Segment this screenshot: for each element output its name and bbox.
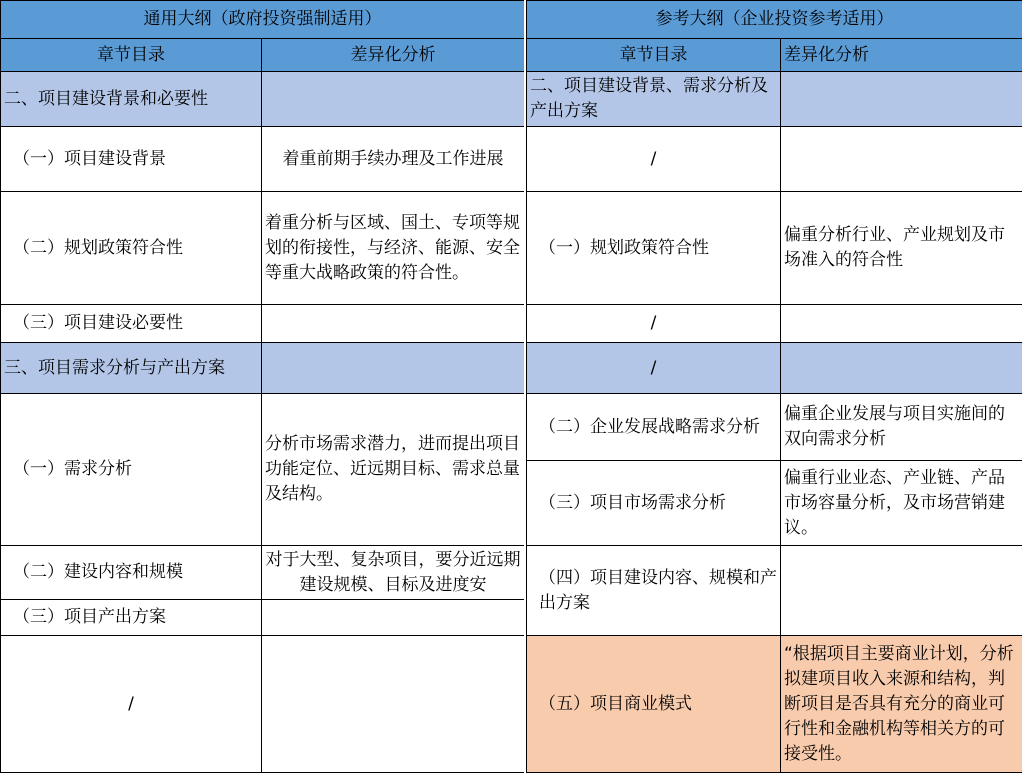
reference-analysis-cell: 偏重企业发展与项目实施间的双向需求分析 (781, 394, 1022, 461)
general-section-analysis (262, 72, 525, 127)
general-analysis-cell: 对于大型、复杂项目，要分近远期建设规模、目标及进度安 (262, 546, 525, 600)
general-col-analysis: 差异化分析 (262, 39, 525, 72)
reference-chapter-cell: （二）企业发展战略需求分析 (527, 394, 781, 461)
reference-analysis-cell: 偏重分析行业、产业规划及市场准入的符合性 (781, 192, 1022, 305)
reference-col-analysis: 差异化分析 (781, 39, 1022, 72)
general-chapter-cell: （一）项目建设背景 (1, 127, 262, 192)
reference-section-heading: / (527, 343, 781, 394)
general-analysis-cell (262, 636, 525, 773)
reference-chapter-cell: / (527, 305, 781, 343)
reference-analysis-cell (781, 305, 1022, 343)
reference-chapter-cell: / (527, 127, 781, 192)
reference-analysis-cell: 偏重行业业态、产业链、产品市场容量分析，及市场营销建议。 (781, 461, 1022, 546)
general-outline-title: 通用大纲（政府投资强制适用） (1, 1, 525, 39)
general-chapter-cell: （三）项目建设必要性 (1, 305, 262, 343)
general-section-heading: 二、项目建设背景和必要性 (1, 72, 262, 127)
reference-outline-title: 参考大纲（企业投资参考适用） (527, 1, 1022, 39)
general-chapter-cell: （三）项目产出方案 (1, 600, 262, 636)
reference-col-chapter: 章节目录 (527, 39, 781, 72)
reference-chapter-cell: （三）项目市场需求分析 (527, 461, 781, 546)
general-chapter-cell: （一）需求分析 (1, 394, 262, 546)
reference-analysis-cell: “根据项目主要商业计划，分析拟建项目收入来源和结构，判断项目是否具有充分的商业可行性和金融机构等相关方的可接受性。 (781, 636, 1022, 773)
general-chapter-cell: / (1, 636, 262, 773)
reference-section-analysis (781, 343, 1022, 394)
reference-outline-panel (526, 0, 1022, 773)
general-analysis-cell: 分析市场需求潜力，进而提出项目功能定位、近远期目标、需求总量及结构。 (262, 394, 525, 546)
general-chapter-cell: （二）建设内容和规模 (1, 546, 262, 600)
reference-chapter-cell: （五）项目商业模式 (527, 636, 781, 773)
reference-chapter-cell: （一）规划政策符合性 (527, 192, 781, 305)
general-section-heading: 三、项目需求分析与产出方案 (1, 343, 262, 394)
general-analysis-cell: 着重前期手续办理及工作进展 (262, 127, 525, 192)
general-analysis-cell (262, 305, 525, 343)
reference-analysis-cell (781, 546, 1022, 636)
reference-section-heading: 二、项目建设背景、需求分析及产出方案 (527, 72, 781, 127)
general-analysis-cell (262, 600, 525, 636)
reference-chapter-cell: （四）项目建设内容、规模和产出方案 (527, 546, 781, 636)
reference-analysis-cell (781, 127, 1022, 192)
general-col-chapter: 章节目录 (1, 39, 262, 72)
general-analysis-cell: 着重分析与区域、国土、专项等规划的衔接性，与经济、能源、安全等重大战略政策的符合性。 (262, 192, 525, 305)
general-chapter-cell: （二）规划政策符合性 (1, 192, 262, 305)
general-section-analysis (262, 343, 525, 394)
reference-section-analysis (781, 72, 1022, 127)
reference-outline-table (526, 0, 1022, 773)
